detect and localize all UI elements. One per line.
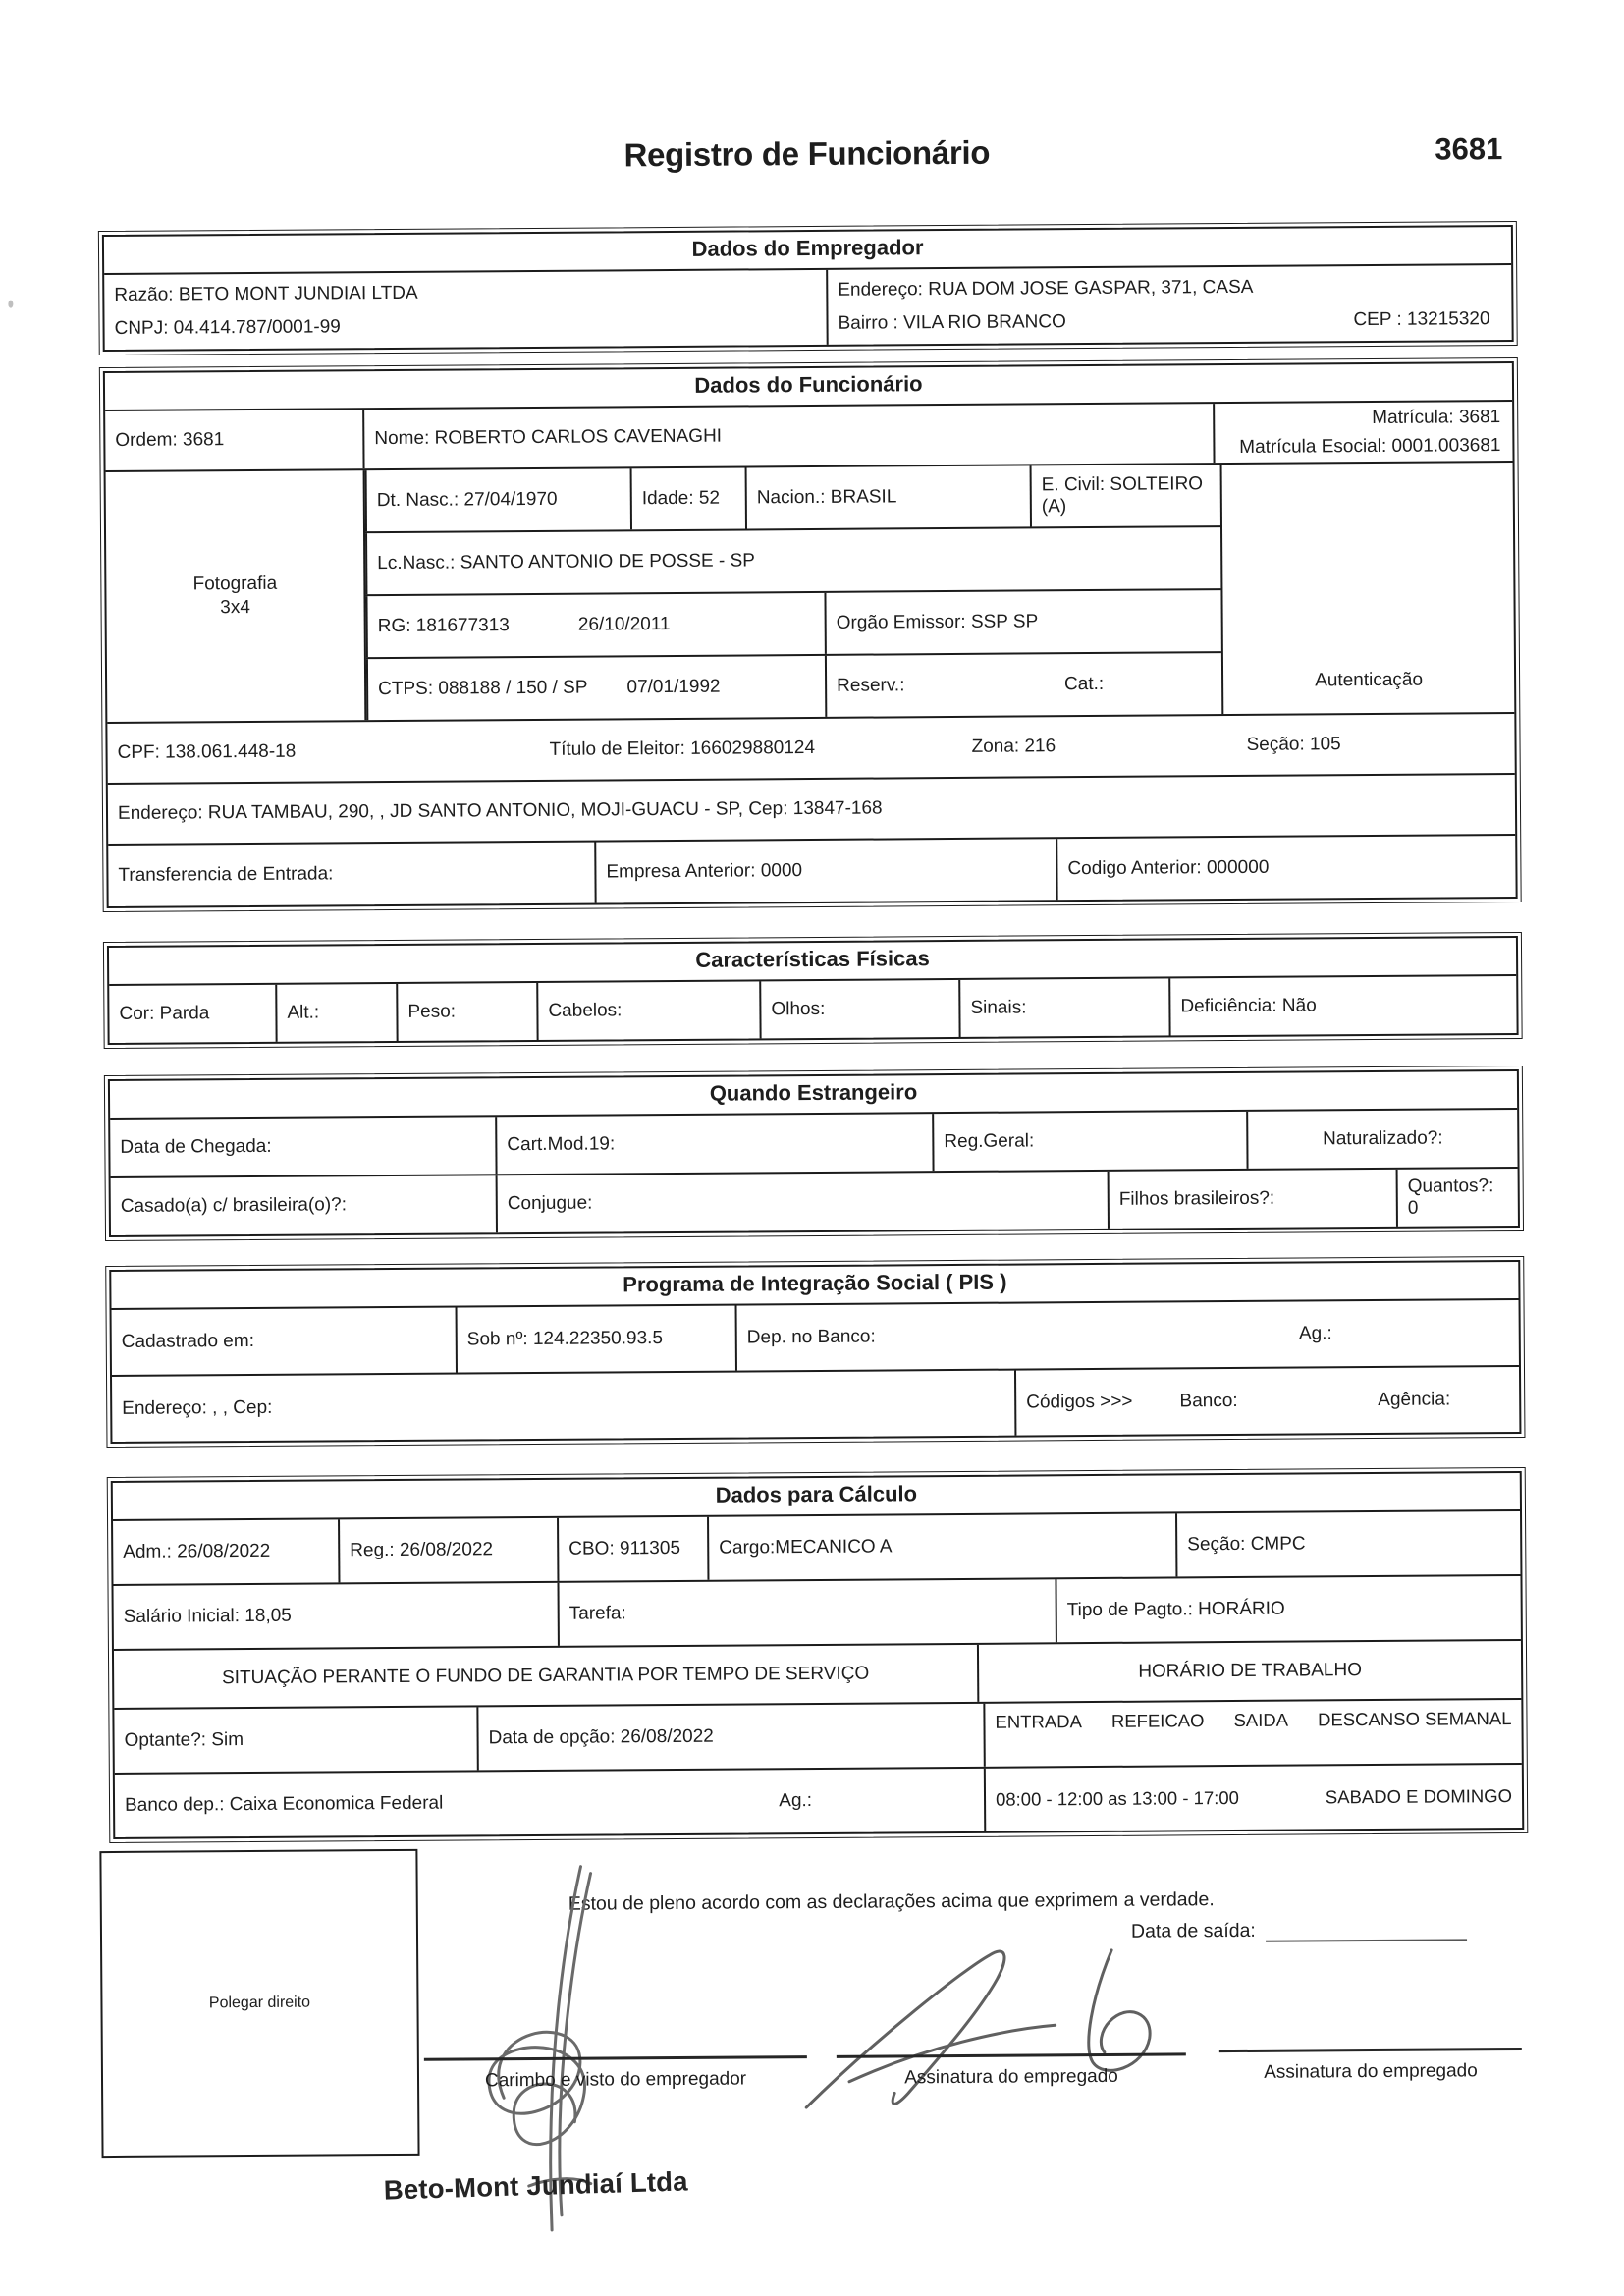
optante-fgts: Optante?: Sim — [124, 1729, 244, 1751]
idade: Idade: 52 — [641, 487, 721, 510]
admissao-cell — [113, 1519, 338, 1584]
table-row — [114, 1698, 1521, 1773]
tipo-pagamento-cell — [1055, 1576, 1520, 1642]
orgao-emissor: Orgão Emissor: SSP SP — [836, 611, 1039, 633]
pis-table — [109, 1260, 1521, 1444]
cbo-cell — [557, 1517, 707, 1581]
conjugue-cell — [496, 1172, 1108, 1232]
codigos-banco-line — [1026, 1389, 1509, 1413]
local-nascimento: Lc.Nasc.: SANTO ANTONIO DE POSSE - SP — [377, 550, 755, 574]
pis-numero-cell — [456, 1306, 735, 1373]
agencia-label: Agência: — [1378, 1389, 1451, 1410]
deficiencia-cell — [1168, 976, 1516, 1035]
bairro: Bairro : VILA RIO BRANCO — [838, 311, 1066, 334]
ctps: CTPS: 088188 / 150 / SP — [378, 677, 588, 700]
fgts-header: SITUAÇÃO PERANTE O FUNDO DE GARANTIA POR TEMPO DE SERVIÇO — [222, 1663, 870, 1689]
quantos-cell — [1396, 1169, 1518, 1227]
table-row — [112, 1365, 1519, 1442]
tarefa-cell — [557, 1579, 1055, 1646]
employee-signature — [797, 1940, 1191, 2119]
data-registro: Reg.: 26/08/2022 — [350, 1539, 494, 1561]
assinatura-empregado-line-1 — [837, 2052, 1186, 2057]
section-empregador — [98, 221, 1518, 355]
table-row — [110, 1108, 1517, 1176]
transferencia-cell — [108, 843, 594, 906]
naturalizado-cell — [1246, 1110, 1517, 1169]
codigos-banco-cell — [1014, 1367, 1519, 1436]
section-header-pis: Programa de Integração Social ( PIS ) — [623, 1269, 1007, 1297]
form-content — [96, 0, 1532, 2296]
endereco-pis: Endereço: , , Cep: — [122, 1396, 273, 1419]
data-admissao: Adm.: 26/08/2022 — [123, 1540, 271, 1562]
section-header-fisicas: Características Físicas — [695, 946, 930, 972]
matricula-esocial: Matrícula Esocial: 0001.003681 — [1239, 434, 1501, 458]
scan-artifact-mark — [8, 301, 13, 308]
empregador-left-cell — [104, 270, 827, 350]
section-header-funcionario: Dados do Funcionário — [694, 371, 923, 398]
section-header-calculo: Dados para Cálculo — [715, 1481, 918, 1507]
nome: Nome: ROBERTO CARLOS CAVENAGHI — [374, 425, 723, 450]
endereco-funcionario-cell — [108, 775, 1515, 844]
cabelos-cell — [536, 981, 759, 1040]
secao-trabalho: Seção: CMPC — [1187, 1533, 1306, 1556]
cep: CEP : 13215320 — [1353, 308, 1490, 331]
fotografia-size: 3x4 — [220, 596, 250, 619]
razao-social: Razão: BETO MONT JUNDIAI LTDA — [114, 282, 418, 305]
dt-nasc-cell — [365, 468, 630, 531]
ordem-cell — [105, 410, 362, 470]
secao-cell — [1175, 1511, 1520, 1576]
page-title: Registro de Funcionário — [623, 134, 991, 174]
autenticacao-cell — [1220, 463, 1515, 714]
signature-area — [109, 1841, 1532, 2296]
nome-cell — [362, 404, 1213, 468]
table-row — [113, 1574, 1520, 1649]
section-quando-estrangeiro — [104, 1066, 1524, 1241]
table-row — [108, 773, 1515, 844]
table-row — [365, 588, 1220, 657]
banco-deposito-cell — [115, 1769, 984, 1837]
cadastrado-em-cell — [112, 1308, 456, 1375]
orgao-emissor-cell — [824, 590, 1220, 654]
section-header-empregador: Dados do Empregador — [691, 235, 924, 261]
matricula: Matrícula: 3681 — [1372, 406, 1501, 428]
salario-inicial: Salário Inicial: 18,05 — [123, 1605, 292, 1627]
rg-cell — [365, 593, 824, 657]
table-row — [115, 1763, 1522, 1837]
deficiencia: Deficiência: Não — [1180, 995, 1317, 1017]
salario-inicial-cell — [113, 1583, 557, 1649]
section-pis — [105, 1256, 1525, 1448]
banco-deposito: Banco dep.: Caixa Economica Federal — [124, 1792, 444, 1816]
descanso-valor: SABADO E DOMINGO — [1325, 1785, 1513, 1808]
data-chegada: Data de Chegada: — [120, 1135, 272, 1158]
sinais-cell — [958, 978, 1168, 1036]
table-row — [109, 974, 1516, 1043]
bairro-cep-line — [838, 308, 1501, 335]
reg-geral: Reg.Geral: — [944, 1130, 1035, 1153]
assinatura-caption-1: Assinatura do empregado — [904, 2065, 1118, 2089]
endereco-pis-cell — [112, 1371, 1014, 1442]
zona-eleitoral: Zona: 216 — [971, 736, 1056, 757]
agencia-deposito: Ag.: — [779, 1790, 813, 1812]
endereco-empregador: Endereço: RUA DOM JOSE GASPAR, 371, CASA — [838, 276, 1254, 301]
empregador-right-cell — [826, 265, 1512, 345]
quantos: Quantos?: 0 — [1407, 1175, 1494, 1219]
horario-trabalho-header-cell — [977, 1641, 1521, 1702]
cargo: Cargo:MECANICO A — [719, 1536, 893, 1558]
table-row — [114, 1639, 1521, 1708]
section-header-estrangeiro: Quando Estrangeiro — [709, 1079, 918, 1106]
funcionario-mid-grid — [363, 465, 1222, 720]
data-chegada-cell — [110, 1117, 495, 1176]
table-row — [365, 465, 1220, 531]
data-saida-label: Data de saída: — [1130, 1919, 1256, 1942]
peso: Peso: — [407, 1001, 457, 1022]
table-row — [366, 651, 1221, 720]
carimbo-line — [424, 2055, 807, 2061]
data-opcao: Data de opção: 26/08/2022 — [488, 1725, 714, 1749]
table-row — [107, 712, 1514, 783]
col-descanso-semanal: DESCANSO SEMANAL — [1318, 1708, 1512, 1730]
categoria: Cat.: — [1063, 673, 1105, 695]
horario-colunas-cell — [983, 1700, 1521, 1767]
titulo-eleitor: Título de Eleitor: 166029880124 — [549, 737, 816, 760]
title-bar — [97, 131, 1516, 191]
data-saida-field — [1131, 1918, 1467, 1942]
col-refeicao: REFEICAO — [1110, 1710, 1205, 1731]
cargo-cell — [707, 1513, 1175, 1579]
registro-cell — [338, 1518, 557, 1583]
fotografia-label: Fotografia — [192, 573, 278, 595]
olhos-cell — [759, 980, 958, 1038]
dt-nasc: Dt. Nasc.: 27/04/1970 — [376, 488, 558, 512]
table-row — [112, 1298, 1519, 1375]
codigo-anterior-cell — [1056, 836, 1515, 900]
reservista: Reserv.: — [837, 675, 905, 696]
fotografia-cell — [106, 470, 365, 722]
table-row — [104, 263, 1512, 350]
horario-valor: 08:00 - 12:00 as 13:00 - 17:00 — [995, 1786, 1239, 1810]
cart-mod-cell — [495, 1114, 932, 1174]
table-row — [108, 834, 1515, 906]
company-stamp-text: Beto-Mont Jundiaí Ltda — [383, 2165, 689, 2206]
cnpj: CNPJ: 04.414.787/0001-99 — [114, 316, 341, 339]
cpf: CPF: 138.061.448-18 — [117, 740, 297, 763]
ordem: Ordem: 3681 — [115, 429, 225, 451]
banco-label: Banco: — [1179, 1390, 1238, 1412]
optante-cell — [114, 1707, 476, 1773]
cpf-eleitor-cell — [107, 714, 1514, 783]
codigos-label: Códigos >>> — [1026, 1391, 1133, 1413]
section-dados-calculo — [107, 1467, 1529, 1843]
data-saida-blank-line — [1266, 1919, 1467, 1941]
idade-cell — [630, 467, 745, 529]
cart-mod-19: Cart.Mod.19: — [507, 1133, 616, 1156]
reg-geral-cell — [932, 1112, 1246, 1171]
empresa-anterior-cell — [594, 839, 1056, 902]
altura-cell — [275, 984, 396, 1042]
table-row — [365, 525, 1220, 594]
local-nascimento-cell — [365, 527, 1220, 594]
cor: Cor: Parda — [119, 1003, 210, 1024]
table-row — [111, 1167, 1518, 1235]
secao-eleitoral: Seção: 105 — [1246, 734, 1341, 755]
table-row — [106, 461, 1515, 722]
section-caracteristicas-fisicas — [103, 932, 1523, 1049]
matricula-cell — [1213, 402, 1512, 463]
rg-data-emissao: 26/10/2011 — [577, 614, 671, 635]
naturalizado: Naturalizado?: — [1323, 1127, 1443, 1150]
assinatura-empregado-line-2 — [1219, 2048, 1522, 2052]
nacionalidade-cell — [745, 465, 1030, 528]
dep-no-banco: Dep. no Banco: — [746, 1326, 876, 1348]
tarefa: Tarefa: — [568, 1603, 626, 1624]
casado-brasileira-cell — [111, 1175, 496, 1235]
document-number: 3681 — [1435, 132, 1503, 167]
dep-banco-cell — [735, 1300, 1519, 1371]
polegar-direito-label: Polegar direito — [208, 1994, 311, 2012]
horario-valores-cell — [984, 1765, 1522, 1831]
olhos: Olhos: — [771, 998, 826, 1020]
agencia-pis: Ag.: — [1298, 1323, 1332, 1344]
estado-civil: E. Civil: SOLTEIRO (A) — [1041, 473, 1204, 518]
empresa-anterior: Empresa Anterior: 0000 — [606, 860, 803, 883]
funcionario-table — [103, 361, 1518, 908]
codigo-anterior: Codigo Anterior: 000000 — [1067, 856, 1270, 880]
estado-civil-cell — [1030, 465, 1220, 526]
filhos-brasileiros-cell — [1108, 1170, 1396, 1229]
cadastrado-em: Cadastrado em: — [121, 1330, 255, 1352]
section-funcionario — [99, 357, 1522, 912]
table-row — [113, 1509, 1520, 1584]
ctps-cell — [366, 656, 825, 720]
table-row — [105, 400, 1512, 470]
pis-numero: Sob nº: 124.22350.93.5 — [466, 1328, 664, 1350]
empregador-table — [102, 225, 1514, 352]
ctps-data: 07/01/1992 — [626, 676, 721, 698]
casado-brasileira: Casado(a) c/ brasileira(o)?: — [120, 1194, 348, 1217]
sinais: Sinais: — [970, 997, 1027, 1018]
rg: RG: 181677313 — [377, 615, 510, 637]
fisicas-table — [107, 936, 1519, 1045]
peso-cell — [396, 983, 536, 1041]
assinatura-caption-2: Assinatura do empregado — [1264, 2060, 1478, 2083]
cabelos: Cabelos: — [548, 1000, 623, 1021]
filhos-brasileiros: Filhos brasileiros?: — [1118, 1187, 1275, 1210]
estrangeiro-table — [108, 1069, 1520, 1237]
reservista-cell — [825, 653, 1221, 717]
nacionalidade: Nacion.: BRASIL — [756, 486, 897, 509]
cbo: CBO: 911305 — [568, 1537, 681, 1559]
data-opcao-cell — [476, 1704, 983, 1771]
tipo-pagamento: Tipo de Pagto.: HORÁRIO — [1066, 1598, 1285, 1621]
conjugue: Conjugue: — [507, 1192, 593, 1215]
polegar-direito-box — [99, 1849, 419, 2158]
declaracao-text: Estou de pleno acordo com as declarações acima que exprimem a verdade. — [568, 1888, 1215, 1915]
autenticacao-label: Autenticação — [1315, 669, 1424, 691]
carimbo-caption: Carimbo e visto do empregador — [484, 2068, 747, 2092]
cor-cell — [109, 985, 275, 1043]
col-entrada: ENTRADA — [995, 1711, 1082, 1732]
endereco-funcionario: Endereço: RUA TAMBAU, 290, , JD SANTO ANTONIO, MOJI-GUACU - SP, Cep: 13847-168 — [117, 797, 883, 824]
fgts-header-cell — [114, 1645, 977, 1708]
altura: Alt.: — [287, 1002, 320, 1023]
col-saida: SAIDA — [1233, 1709, 1289, 1731]
horario-trabalho-header: HORÁRIO DE TRABALHO — [1138, 1660, 1363, 1682]
transferencia-entrada: Transferencia de Entrada: — [118, 863, 334, 886]
calculo-table — [111, 1471, 1525, 1839]
